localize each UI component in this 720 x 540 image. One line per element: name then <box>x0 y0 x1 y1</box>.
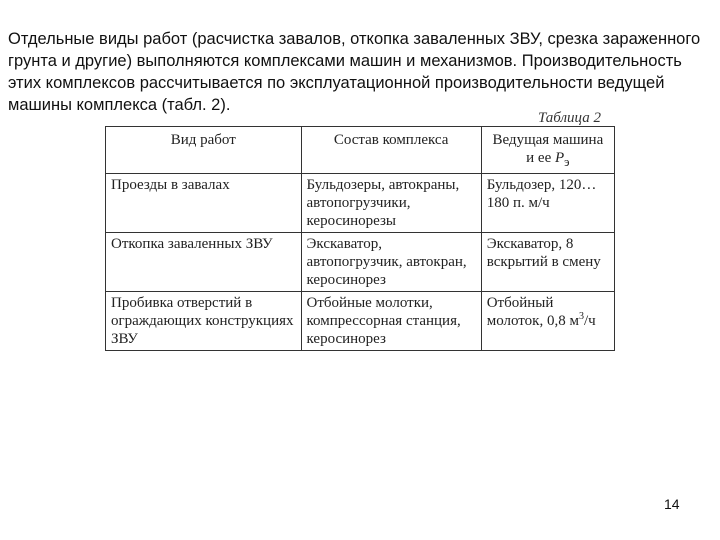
table-header-row <box>106 127 615 174</box>
works-table <box>105 126 615 351</box>
cell-work-type: Пробивка отверстий в ограждающих конструкциях ЗВУ <box>106 292 302 351</box>
header-complex: Состав комплекса <box>301 127 481 174</box>
intro-paragraph: Отдельные виды работ (расчистка завалов, откопка заваленных ЗВУ, срезка зараженного грунта и другие) выполняются комплексами машин и механизмов. Производительность этих комплексов рассчитывается по эксплуатационной производительности ведущей машины комплекса (табл. 2). <box>8 30 701 114</box>
cell-lead-machine-unit: /ч <box>583 313 596 329</box>
cell-lead-machine <box>481 292 614 351</box>
cell-complex: Экскаватор, автопогрузчик, автокран, керосинорез <box>301 233 481 292</box>
cell-lead-machine-superscript: 3 <box>578 311 584 322</box>
cell-complex: Отбойные молотки, компрессорная станция, керосинорез <box>301 292 481 351</box>
cell-lead-machine: Бульдозер, 120…180 п. м/ч <box>481 174 614 233</box>
page-number: 14 <box>664 496 680 512</box>
header-work-type: Вид работ <box>106 127 302 174</box>
cell-work-type: Проезды в завалах <box>106 174 302 233</box>
table-row <box>106 233 615 292</box>
cell-work-type: Откопка заваленных ЗВУ <box>106 233 302 292</box>
cell-lead-machine-text: Отбойный молоток, 0,8 м <box>486 295 579 329</box>
table-row <box>106 292 615 351</box>
table-caption: Таблица 2 <box>538 110 601 126</box>
header-lead-machine-text: Ведущая машина и ее <box>492 132 604 166</box>
header-lead-machine <box>481 127 614 174</box>
header-lead-machine-symbol: Р <box>555 150 565 166</box>
header-lead-machine-subscript: э <box>564 155 570 169</box>
table-row <box>106 174 615 233</box>
cell-lead-machine: Экскаватор, 8 вскрытий в смену <box>481 233 614 292</box>
cell-complex: Бульдозеры, автокраны, автопогрузчики, керосинорезы <box>301 174 481 233</box>
